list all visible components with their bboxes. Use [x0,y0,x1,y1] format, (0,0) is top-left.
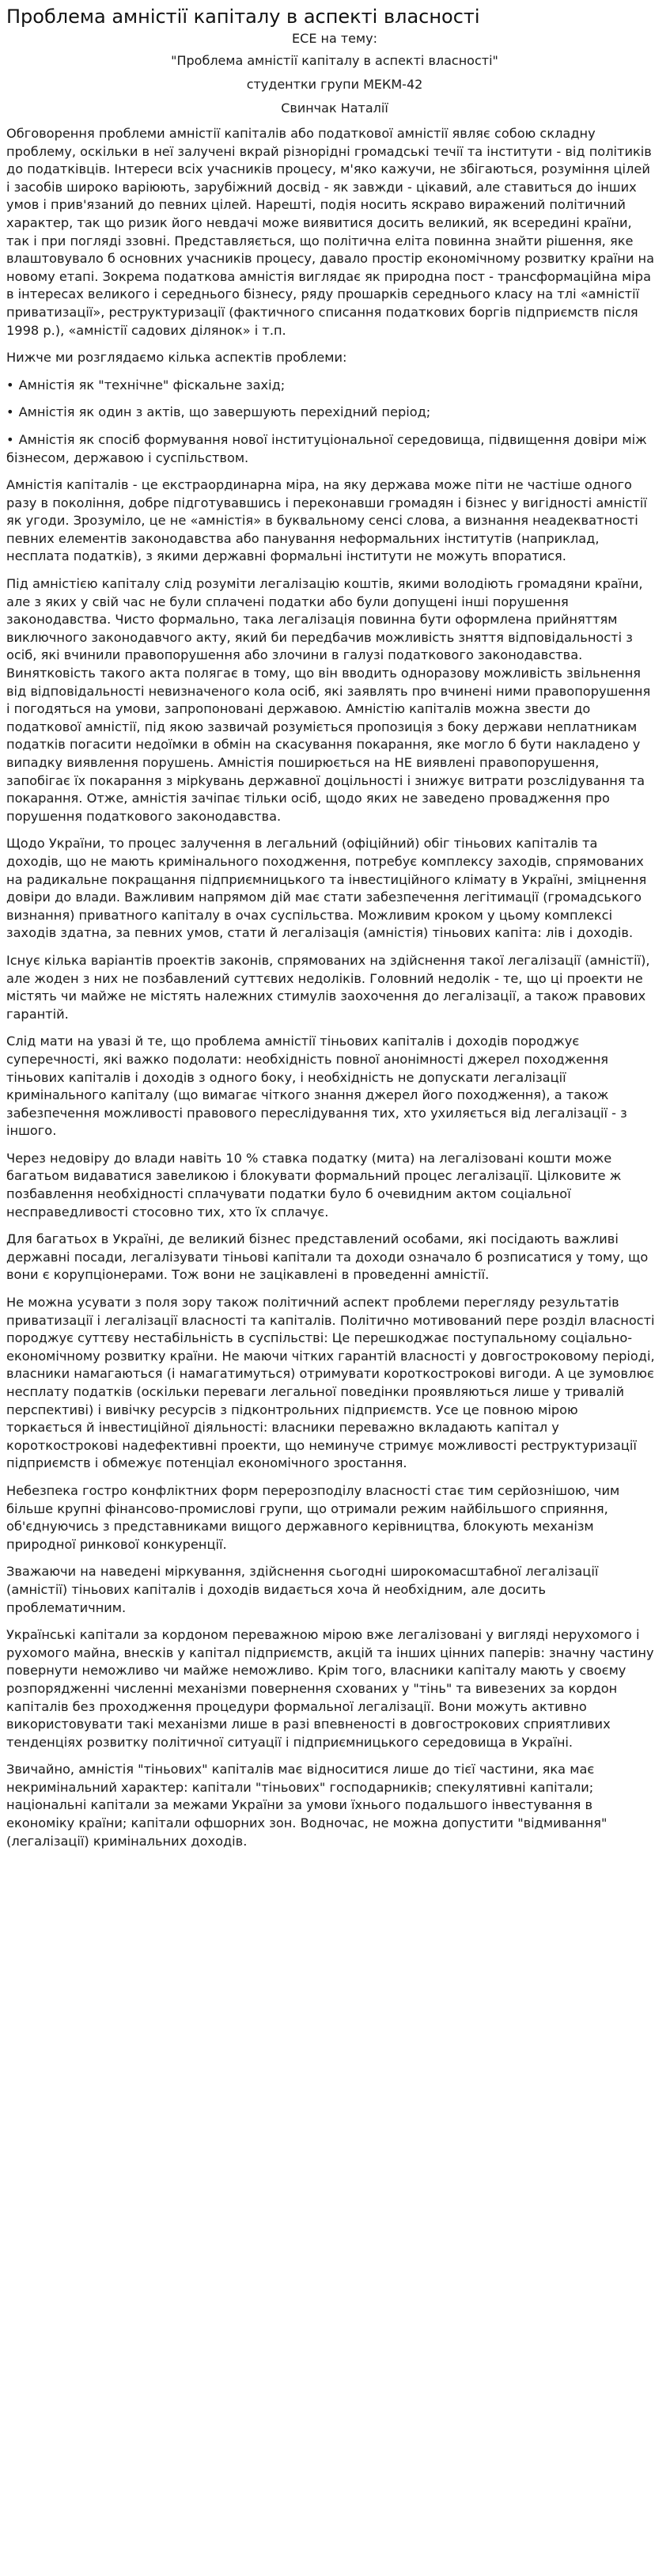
paragraph-political-aspect: Не можна усувати з поля зору також політичний аспект проблеми перегляду результатів приватизації і легалізації власності та капіталів. Політично мотивований пере розділ власності породжує суттєву нестабільність в суспільстві: Це перешкоджає поступальному соціально-економічному розвитку країни. Не маючи чітких гарантій власності у довгостроковому періоді, власники намагаються (і намагатимуться) отримувати короткострокові вигоди. А це зумовлює несплату податків (оскільки переваги легальної поведінки проявляються лише у тривалій перспективі) і вивічку ресурсів з підконтрольних підприємств. Усе це повною мірою торкається й інвестиційної діяльності: власники переважно вкладають капітал у короткострокові надефективні проекти, що неминуче стримує можливості реструктуризації підприємств і обмежує потенціал економічного зростання. [6,1295,655,1471]
paragraph-amnesty-definition: Амністія капіталів - це екстраординарна міра, на яку держава може піти не частіше одного разу в покоління, добре підготувавшись і переконавши громадян і бізнес у вигідності амністії як угоди. Зрозуміло, це не «амністія» в буквальному сенсі слова, а визнання неадекватності певних елементів законодавства або панування неформальних інститутів (наприклад, несплата податків), з якими державні формальні інститути не можуть впоратися. [6,477,647,564]
essay-topic: "Проблема амністії капіталу в аспекті власності" [171,53,498,68]
paragraph-aspects-lead: Нижче ми розглядаємо кілька аспектів проблеми: [6,350,347,366]
paragraph-legalization: Під амністією капіталу слід розуміти легалізацію коштів, якими володіють громадяни країни, але з яких у свій час не були сплачені податки або були допущені інші порушення законодавства. Чисто формально, така легалізація повинна бути оформлена прийняттям виключного законодавчого акту, який би передбачив можливість зняття відповідальності з осіб, які вчинили правопорушення або злочини в галузі податкового законодавства. Винятковість такого акта полягає в тому, що він вводить одноразову можливість звільнення від відповідальності невизначеного кола осіб, які заявлять про вчинені ними правопорушення і погодяться на умови, запропоновані державою. Амністію капіталів можна звести до податкової амністії, під якою зазвичай розуміється пропозиція з боку держави неплатникам податків погасити недоїмки в обмін на скасування покарання, яке могло б бути накладено у випадку виявлення порушень. Амністія поширюється на НЕ виявлені правопорушення, запобігає їх покарання з мірkувань державної доцільності і знижує витрати розслідування та покарання. Отже, амністія зачіпає тільки осіб, щодо яких не заведено провадження про порушення податкового законодавства. [6,576,651,824]
bullet-icon: • [6,431,14,447]
student-group: студентки групи МЕКМ-42 [246,77,423,92]
paragraph-big-business: Для багатьох в Україні, де великий бізнес представлений особами, які посідають важливі державні посади, легалізувати тіньові капітали та доходи означало б розписатися у тому, що вони є корупціонерами. Тож вони не зацікавлені в проведенні амністії. [6,1231,649,1283]
paragraph-redistribution-danger: Небезпека гостро конфліктних форм перерозподілу власності стає тим серйознішою, чим більше крупні фінансово-промислові групи, що отримали режим найбільшого сприяння, об'єднуючись з представниками вищого державного керівництва, блокують механізм природної ринкової конкуренції. [6,1482,620,1552]
aspect-item [6,404,657,422]
paragraph-contradictions: Слід мати на увазі й те, що проблема амністії тіньових капіталів і доходів породжує суперечності, які важко подолати: необхідність повної анонімності джерел походження тіньових капіталів і доходів з одного боку, і необхідність не допускати легалізації кримінального капіталу (що вимагає чіткого знання джерел його походження), а також забезпечення можливості правового переслідування тих, хто ухиляється від легалізації - з іншого. [6,1034,627,1139]
bullet-icon: • [6,404,14,420]
aspect-text: Амністія як спосіб формування нової інституціональної середовища, підвищення довіри між бізнесом, державою і суспільством. [6,431,647,465]
aspect-text: Амністія як один з актів, що завершують перехідний період; [18,404,431,420]
document-title: Проблема амністії капіталу в аспекті власності [6,6,480,28]
paragraph-law-drafts: Існує кілька варіантів проектів законів, спрямованих на здійснення такої легалізації (амністії), але жоден з них не позбавлений суттєвих недоліків. Головний недолік - те, що ці проекти не містять чи майже не містять належних стимулів заохочення до легалізації, а також правових гарантій. [6,952,650,1022]
aspect-item [6,431,657,467]
aspect-text: Амністія як "технічне" фіскальне захід; [18,377,286,393]
paragraph-intro: Обговорення проблеми амністії капіталів або податкової амністії являє собою складну проблему, оскільки в неї залучені вкрай різнорідні громадські течії та інститути - від політиків до податківців. Інтереси всіх учасників процесу, м'яко кажучи, не збігаються, розуміння цілей і засобів широко варіюють, зарубіжний досвід - як завжди - цікавий, але ставиться до інших умов і прив'язаний до певних цілей. Нарешті, подія носить яскраво виражений політичний характер, так що ризик його невдачі може виявитися досить великий, як всередині країни, так і при погляді ззовні. Представляється, що політична еліта повинна знайти рішення, яке влаштовувало б основних учасників процесу, давало простір економічному розвитку країни на новому етапі. Зокрема податкова амністія виглядає як природна пост - трансформаційна міра в інтересах великого і середнього бізнесу, ряду прошарків середнього класу на тлі «амністії приватизації», реструктуризації (фактичного списання податкових боргів підприємств після 1998 р.), «амністії садових ділянок» і т.п. [6,126,655,338]
aspects-list [6,377,657,467]
bullet-icon: • [6,377,14,393]
aspect-item [6,377,657,395]
paragraph-tax-rate: Через недовіру до влади навіть 10 % ставка податку (мита) на легалізовані кошти може багатьом видаватися завеликою і блокувати формальний процес легалізації. Цілковите ж позбавлення необхідності сплачувати податки було б очевидним актом соціальної несправедливості стосовно тих, хто їх сплачує. [6,1150,622,1220]
paragraph-ukraine: Щодо України, то процес залучення в легальний (офіційний) обіг тіньових капіталів та доходів, що не мають кримінального походження, потребує комплексу заходів, спрямованих на радикальне покращання підприємницького та інвестиційного клімату в Україні, зміцнення довіри до влади. Важливим напрямом дій має стати забезпечення легітимації (громадського визнання) приватного капіталу в очах суспільства. Можливим кроком у цьому комплексі заходів здатна, за певних умов, стати й легалізація (амністія) тіньових капіта: лів і доходів. [6,836,647,941]
paragraph-non-criminal: Звичайно, амністія "тіньових" капіталів має відноситися лише до тієї частини, яка має некримінальний характер: капітали "тіньових" господарників; спекулятивні капітали; національні капітали за межами України за умови їхнього подальшого інвестування в економіку країни; капітали офшорних зон. Водночас, не можна допустити "відмивання" (легалізації) кримінальних доходів. [6,1762,608,1849]
author-name: Свинчак Наталії [281,101,388,116]
paragraph-foreign-capital: Українські капітали за кордоном переважною мірою вже легалізовані у вигляді нерухомого і рухомого майна, внесків у капітал підприємств, акцій та інших цінних паперів: значну частину повернути неможливо чи майже неможливо. Крім того, власники капіталу мають у своєму розпорядженні численні механізми повернення схованих у "тінь" та вивезених за кордон капіталів без проходження процедури формальної легалізації. Вони можуть активно використовувати такі механізми лише в разі впевненості в довгострокових сприятливих тенденціях розвитку політичної ситуації і підприємницького середовища в Україні. [6,1627,654,1750]
essay-label: ЕСЕ на тему: [292,31,377,46]
paragraph-conclusion-lead: Зважаючи на наведені міркування, здійснення сьогодні широкомасштабної легалізації (амністії) тіньових капіталів і доходів видається хоча й необхідним, але досить проблематичним. [6,1564,599,1615]
